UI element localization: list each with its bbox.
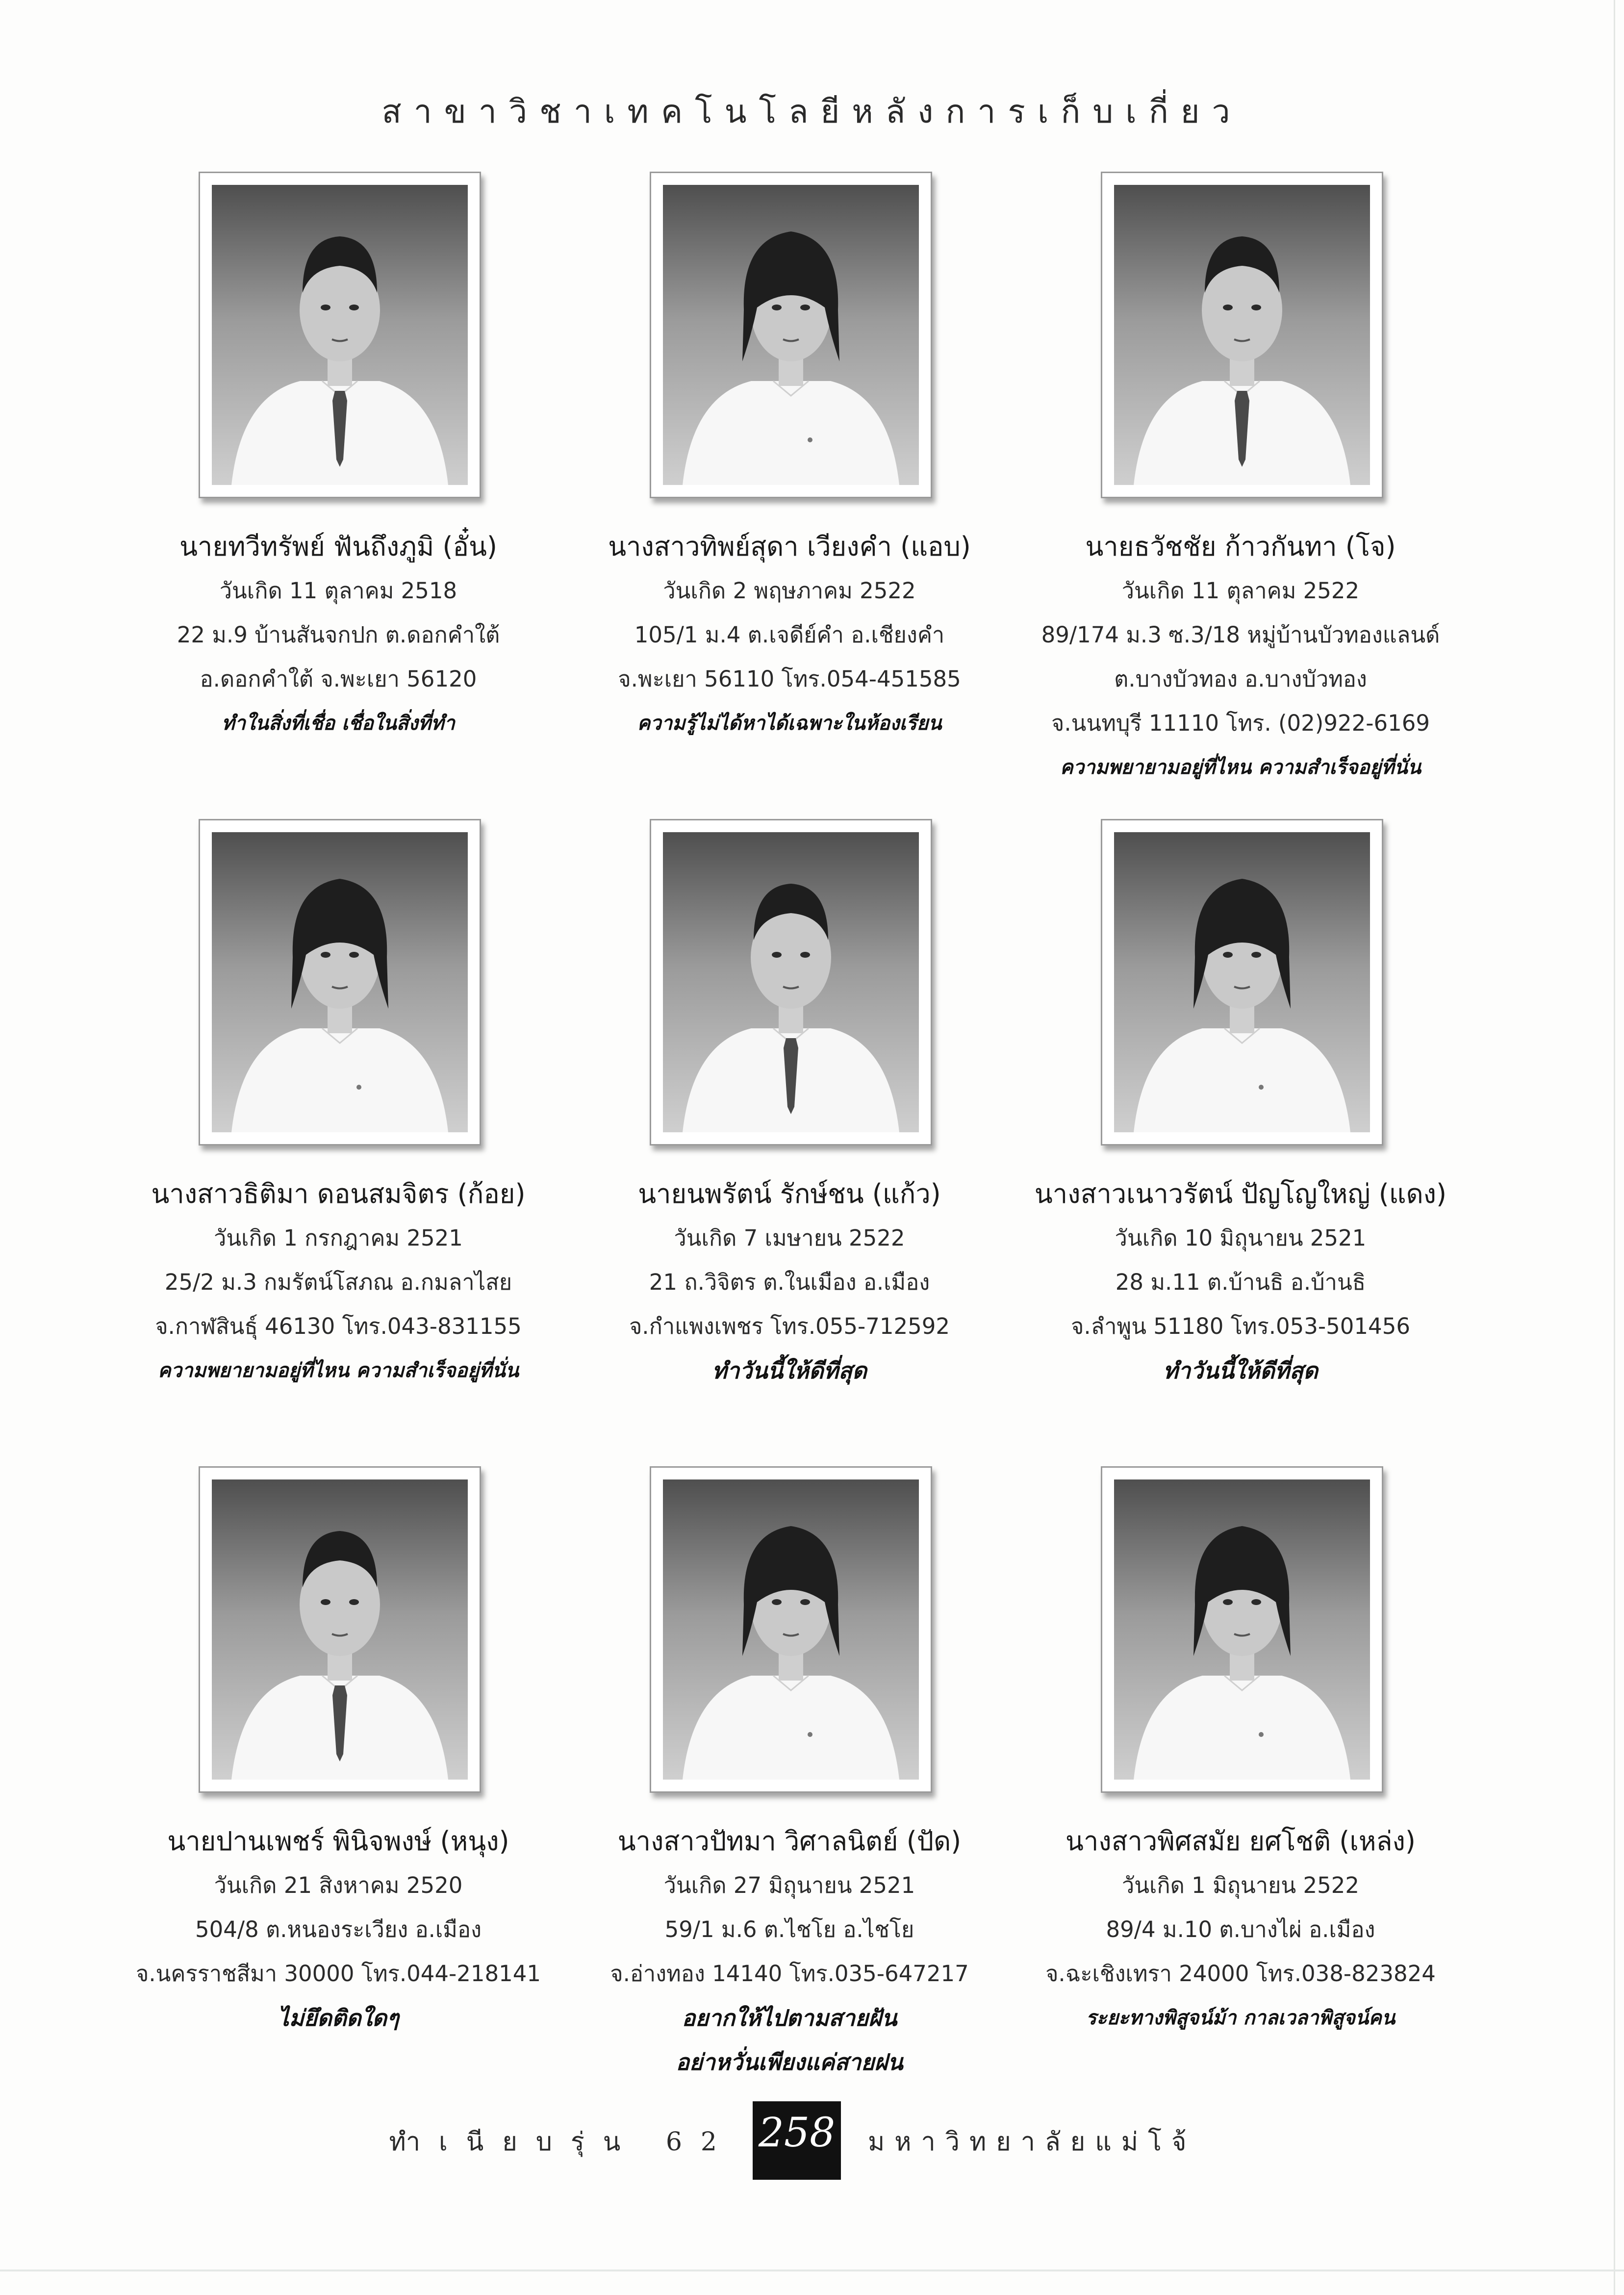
portrait-photo	[1114, 832, 1370, 1132]
student-name: นายปานเพชร์ พินิจพงษ์ (หนุง)	[167, 1826, 509, 1857]
student-card-1	[113, 172, 564, 819]
portrait-image	[1114, 1479, 1370, 1780]
address-line: 22 ม.9 บ้านสันจกปก ต.ดอกคำใต้	[177, 622, 500, 648]
student-card-2	[564, 172, 1015, 819]
portrait-image	[1114, 832, 1370, 1132]
student-name: นายธวัชชัย ก้าวกันทา (โจ)	[1085, 531, 1396, 562]
portrait-image	[212, 832, 468, 1132]
student-name: นางสาวทิพย์สุดา เวียงคำ (แอบ)	[608, 531, 971, 562]
student-card-6	[1015, 819, 1466, 1466]
student-info	[564, 1172, 1015, 1393]
address-line: จ.พะเยา 56110 โทร.054-451585	[618, 666, 961, 692]
student-birthdate: วันเกิด 27 มิถุนายน 2521	[663, 1872, 915, 1898]
motto-line: ทำวันนี้ให้ดีที่สุด	[1163, 1357, 1318, 1384]
portrait-photo	[663, 1479, 919, 1780]
address-line: 504/8 ต.หนองระเวียง อ.เมือง	[195, 1916, 482, 1942]
portrait-frame	[1101, 172, 1383, 498]
student-birthdate: วันเกิด 1 มิถุนายน 2522	[1121, 1872, 1359, 1898]
student-motto	[1015, 745, 1466, 790]
student-motto	[1015, 1996, 1466, 2040]
portrait-photo	[212, 832, 468, 1132]
student-card-7	[113, 1466, 564, 2114]
student-info	[1015, 525, 1466, 790]
student-info	[113, 1172, 564, 1393]
student-card-9	[1015, 1466, 1466, 2114]
student-motto	[564, 701, 1015, 745]
motto-line: ระยะทางพิสูจน์ม้า กาลเวลาพิสูจน์คน	[1086, 2007, 1396, 2029]
portrait-photo	[212, 1479, 468, 1780]
portrait-frame	[650, 1466, 932, 1793]
footer-yearbook-label: ทำเนียบรุ่น 62	[389, 2127, 736, 2157]
motto-line: ทำวันนี้ให้ดีที่สุด	[712, 1357, 867, 1384]
student-address	[113, 1908, 564, 1996]
address-line: จ.ฉะเชิงเทรา 24000 โทร.038-823824	[1045, 1961, 1436, 1987]
student-birthdate: วันเกิด 2 พฤษภาคม 2522	[663, 578, 916, 604]
portrait-image	[663, 1479, 919, 1780]
motto-line: ความพยายามอยู่ที่ไหน ความสำเร็จอยู่ที่นั่น	[157, 1359, 519, 1382]
student-name: นายทวีทรัพย์ ฟันถึงภูมิ (อั๋น)	[179, 531, 497, 562]
address-line: จ.อ่างทอง 14140 โทร.035-647217	[610, 1961, 969, 1987]
motto-line: อยากให้ไปตามสายฝัน	[682, 2005, 897, 2031]
student-grid	[113, 172, 1486, 2114]
motto-line: ทำในสิ่งที่เชื่อ เชื่อในสิ่งที่ทำ	[222, 712, 455, 735]
address-line: ต.บางบัวทอง อ.บางบัวทอง	[1114, 666, 1367, 692]
portrait-image	[1114, 185, 1370, 485]
address-line: อ.ดอกคำใต้ จ.พะเยา 56120	[200, 666, 477, 692]
student-birthdate: วันเกิด 7 เมษายน 2522	[674, 1225, 905, 1251]
student-info	[1015, 1172, 1466, 1393]
motto-line: อย่าหวั่นเพียงแค่สายฝน	[676, 2049, 903, 2075]
portrait-image	[663, 185, 919, 485]
student-address	[564, 613, 1015, 701]
portrait-photo	[1114, 1479, 1370, 1780]
address-line: จ.กำแพงเพชร โทร.055-712592	[629, 1313, 950, 1339]
student-motto	[113, 701, 564, 745]
student-address	[113, 613, 564, 701]
address-line: 59/1 ม.6 ต.ไชโย อ.ไชโย	[664, 1916, 914, 1942]
address-line: จ.นครราชสีมา 30000 โทร.044-218141	[135, 1961, 541, 1987]
portrait-photo	[663, 185, 919, 485]
student-card-4	[113, 819, 564, 1466]
student-info	[1015, 1819, 1466, 2040]
student-address	[113, 1260, 564, 1349]
student-card-3	[1015, 172, 1466, 819]
portrait-frame	[1101, 1466, 1383, 1793]
student-birthdate: วันเกิด 11 ตุลาคม 2518	[219, 578, 457, 604]
student-name: นางสาวธิติมา ดอนสมจิตร (ก้อย)	[151, 1178, 526, 1209]
address-line: 25/2 ม.3 กมรัตน์โสภณ อ.กมลาไสย	[164, 1269, 512, 1295]
portrait-frame	[650, 172, 932, 498]
page-edge-bottom	[0, 2270, 1624, 2271]
student-address	[1015, 1908, 1466, 1996]
motto-line: ความพยายามอยู่ที่ไหน ความสำเร็จอยู่ที่นั่น	[1060, 756, 1421, 779]
student-motto	[113, 1996, 564, 2040]
student-motto	[1015, 1349, 1466, 1393]
student-name: นางสาวพิศสมัย ยศโชติ (เหล่ง)	[1066, 1826, 1416, 1857]
motto-line: ไม่ยึดติดใดๆ	[278, 2005, 399, 2031]
address-line: 28 ม.11 ต.บ้านธิ อ.บ้านธิ	[1115, 1269, 1366, 1295]
portrait-frame	[1101, 819, 1383, 1146]
address-line: 105/1 ม.4 ต.เจดีย์คำ อ.เชียงคำ	[634, 622, 945, 648]
portrait-image	[212, 1479, 468, 1780]
portrait-photo	[1114, 185, 1370, 485]
page-edge-right	[1614, 0, 1615, 2295]
student-info	[113, 525, 564, 745]
portrait-frame	[650, 819, 932, 1146]
portrait-frame	[199, 172, 481, 498]
student-birthdate: วันเกิด 1 กรกฎาคม 2521	[214, 1225, 463, 1251]
student-name: นายนพรัตน์ รักษ์ชน (แก้ว)	[638, 1178, 941, 1209]
motto-line: ความรู้ไม่ได้หาได้เฉพาะในห้องเรียน	[637, 712, 942, 735]
student-birthdate: วันเกิด 11 ตุลาคม 2522	[1121, 578, 1360, 604]
student-birthdate: วันเกิด 21 สิงหาคม 2520	[214, 1872, 463, 1898]
portrait-frame	[199, 1466, 481, 1793]
address-line: จ.นนทบุรี 11110 โทร. (02)922-6169	[1051, 710, 1430, 736]
address-line: จ.ลำพูน 51180 โทร.053-501456	[1071, 1313, 1410, 1339]
portrait-photo	[663, 832, 919, 1132]
student-card-8	[564, 1466, 1015, 2114]
portrait-frame	[199, 819, 481, 1146]
student-name: นางสาวปัทมา วิศาลนิตย์ (ปัด)	[617, 1826, 962, 1857]
footer-university-label: มหาวิทยาลัยแม่โจ้	[868, 2127, 1196, 2157]
department-title: สาขาวิชาเทคโนโลยีหลังการเก็บเกี่ยว	[381, 93, 1243, 130]
student-address	[564, 1908, 1015, 1996]
address-line: 89/4 ม.10 ต.บางไผ่ อ.เมือง	[1106, 1916, 1375, 1942]
address-line: 21 ถ.วิจิตร ต.ในเมือง อ.เมือง	[649, 1269, 930, 1295]
student-address	[1015, 1260, 1466, 1349]
student-address	[564, 1260, 1015, 1349]
portrait-photo	[212, 185, 468, 485]
portrait-image	[212, 185, 468, 485]
student-info	[564, 1819, 1015, 2084]
student-birthdate: วันเกิด 10 มิถุนายน 2521	[1115, 1225, 1367, 1251]
student-info	[564, 525, 1015, 745]
address-line: จ.กาฬสินธุ์ 46130 โทร.043-831155	[155, 1313, 522, 1339]
portrait-image	[663, 832, 919, 1132]
page-footer	[0, 2101, 1624, 2180]
student-card-5	[564, 819, 1015, 1466]
student-info	[113, 1819, 564, 2040]
student-motto	[564, 1996, 1015, 2084]
student-name: นางสาวเนาวรัตน์ ปัญโญใหญ่ (แดง)	[1034, 1178, 1447, 1209]
address-line: 89/174 ม.3 ซ.3/18 หมู่บ้านบัวทองแลนด์	[1041, 622, 1440, 648]
page-number: 258	[753, 2101, 841, 2180]
student-address	[1015, 613, 1466, 745]
student-motto	[564, 1349, 1015, 1393]
student-motto	[113, 1349, 564, 1393]
